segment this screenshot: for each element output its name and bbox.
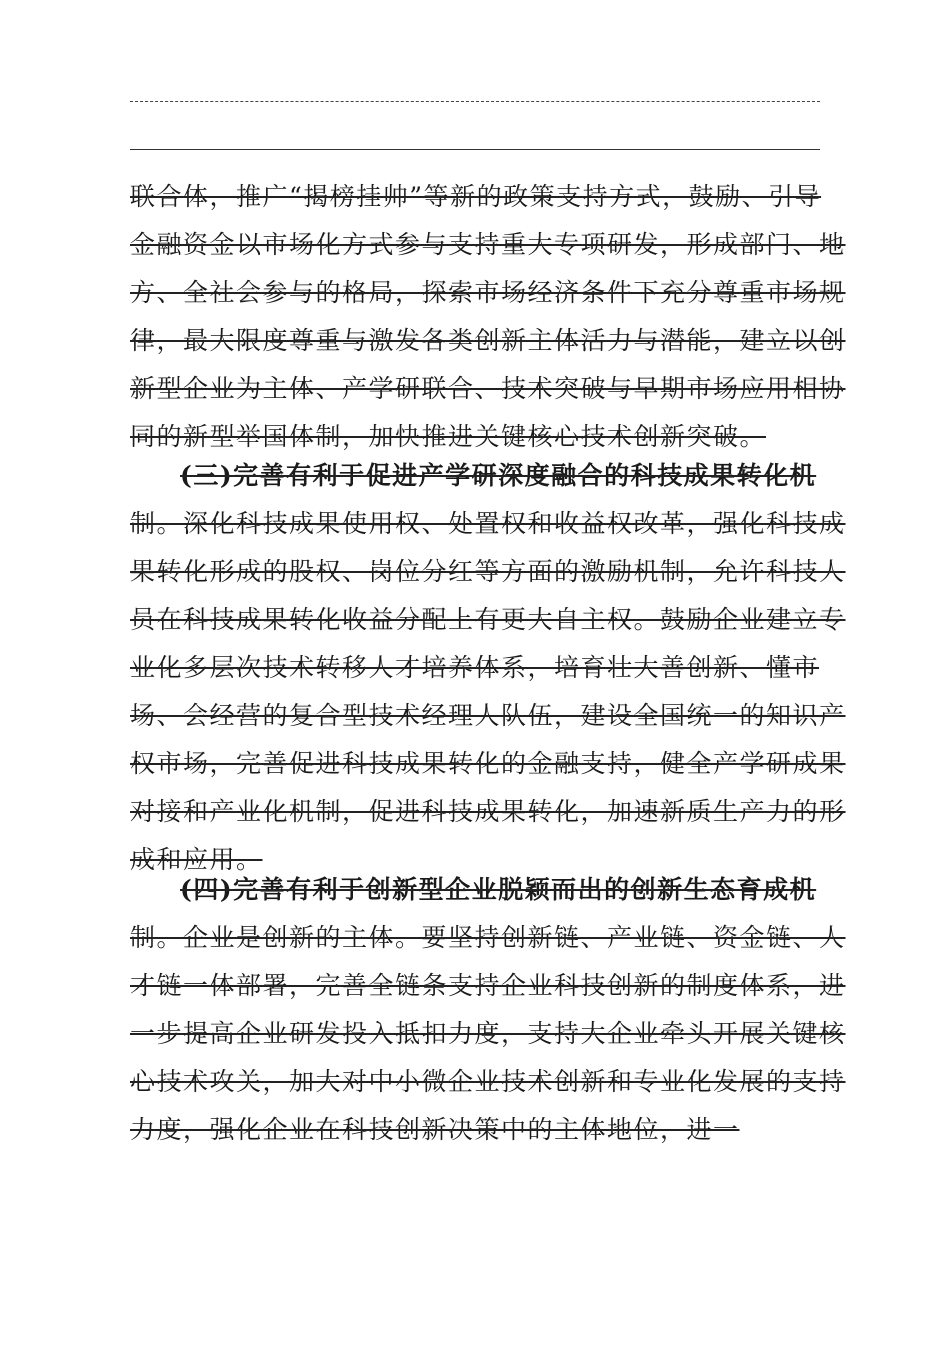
text-line: 成和应用。: [130, 845, 263, 874]
text-line: 果转化形成的股权、岗位分红等方面的激励机制，允许科技人: [130, 557, 846, 586]
header-rule-bottom: [130, 149, 820, 150]
text-line: 联合体，推广“揭榜挂帅”等新的政策支持方式，鼓励、引导: [130, 182, 822, 211]
text-line: 新型企业为主体、产学研联合、技术突破与早期市场应用相协: [130, 374, 846, 403]
paragraph-1: [130, 173, 846, 461]
text-line: 场、会经营的复合型技术经理人队伍，建设全国统一的知识产: [130, 701, 846, 730]
text-line: 业化多层次技术转移人才培养体系，培育壮大善创新、懂市: [130, 653, 820, 682]
text-line: 力度，强化企业在科技创新决策中的主体地位，进一: [130, 1115, 740, 1144]
text-line: 员在科技成果转化收益分配上有更大自主权。鼓励企业建立专: [130, 605, 846, 634]
text-line: 才链一体部署，完善全链条支持企业科技创新的制度体系，进: [130, 971, 846, 1000]
text-line: 制。企业是创新的主体。要坚持创新链、产业链、资金链、人: [130, 923, 846, 952]
section-heading-3: (三)完善有利于促进产学研深度融合的科技成果转化机: [180, 461, 817, 490]
section-heading-4: (四)完善有利于创新型企业脱颖而出的创新生态育成机: [180, 875, 817, 904]
text-line: 同的新型举国体制，加快推进关键核心技术创新突破。: [130, 422, 767, 451]
text-line: 权市场，完善促进科技成果转化的金融支持，健全产学研成果: [130, 749, 846, 778]
text-line: 方、全社会参与的格局，探索市场经济条件下充分尊重市场规: [130, 278, 846, 307]
text-line: 一步提高企业研发投入抵扣力度，支持大企业牵头开展关键核: [130, 1019, 846, 1048]
text-line: 金融资金以市场化方式参与支持重大专项研发，形成部门、地: [130, 230, 846, 259]
text-line: 心技术攻关，加大对中小微企业技术创新和专业化发展的支持: [130, 1067, 846, 1096]
text-line: 律，最大限度尊重与激发各类创新主体活力与潜能，建立以创: [130, 326, 846, 355]
paragraph-2: [130, 452, 846, 884]
text-line: 制。深化科技成果使用权、处置权和收益权改革，强化科技成: [130, 509, 846, 538]
text-line: 对接和产业化机制，促进科技成果转化，加速新质生产力的形: [130, 797, 846, 826]
paragraph-3: [130, 866, 846, 1154]
header-rule-top: [130, 101, 820, 102]
